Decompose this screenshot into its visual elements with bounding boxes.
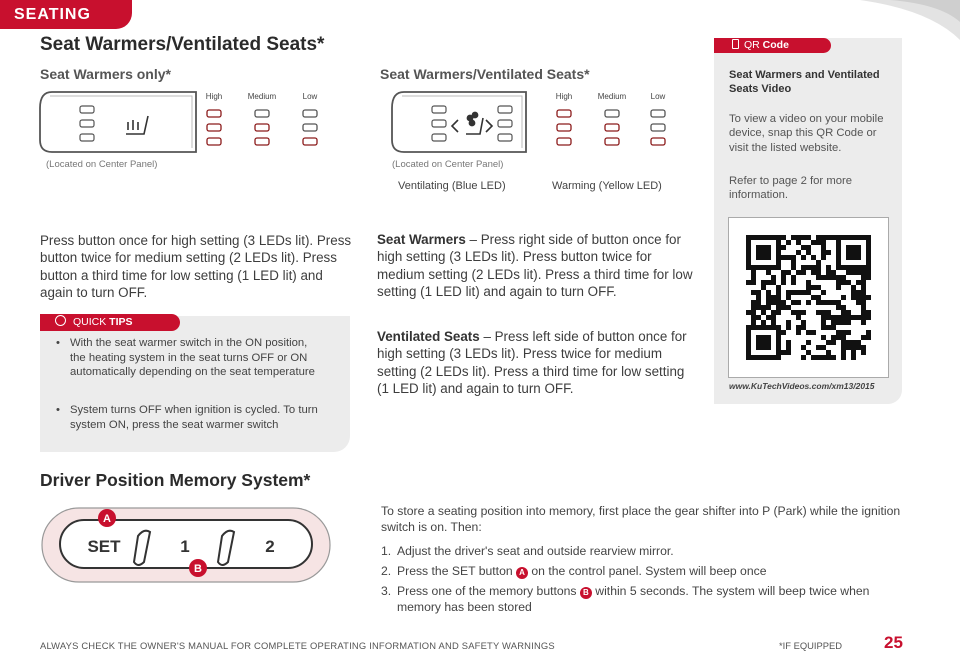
ventilating-caption: Ventilating (Blue LED) [398,180,506,192]
qr-code-icon [729,218,888,377]
ventilated-seats-paragraph [377,328,693,398]
step-number: 1. [381,544,392,558]
warming-caption: Warming (Yellow LED) [552,180,662,192]
tip-text: With the seat warmer switch in the ON position, the heating system in the seat turns OFF or ON automatically depending on the seat temperature [70,337,315,379]
warmers-only-description: Press button once for high setting (3 LEDs lit). Press button twice for medium setting (2 LEDs lit). Press button a third time for low setting (1 LED lit) and again to turn OFF. [40,233,352,301]
warmers-only-location: (Located on Center Panel) [46,159,158,170]
level-high-label: High [555,92,573,101]
warmers-ventilated-heading: Seat Warmers/Ventilated Seats* [380,66,590,82]
quick-tips-badge [40,314,180,331]
ventilated-seats-text: – Press left side of button once for high setting (3 LEDs lit). Press twice for medium setting (2 LEDs lit). Press a third time for low setting (1 LED lit) and again to turn OFF. [377,329,687,397]
memory-control-panel-illustration [40,506,332,584]
marker-b-inline: B [580,587,592,599]
memory-2-label: 2 [265,537,275,556]
step-text-before: Press one of the memory buttons [397,584,580,598]
footer-warning: ALWAYS CHECK THE OWNER'S MANUAL FOR COMPLETE OPERATING INFORMATION AND SAFETY WARNINGS [40,640,555,651]
memory-1-label: 1 [180,537,190,556]
step-number: 2. [381,564,392,578]
qr-url-link[interactable]: www.KuTechVideos.com/xm13/2015 [729,381,875,391]
phone-icon [732,39,739,49]
ventilated-seats-label: Ventilated Seats [377,329,480,344]
qr-code-badge [714,38,831,53]
qr-refer-text: Refer to page 2 for more information. [729,175,853,202]
qr-badge-prefix: QR [744,39,763,51]
page-title: Seat Warmers/Ventilated Seats* [40,34,325,55]
qr-heading: Seat Warmers and Ventilated Seats Video [729,69,880,95]
marker-a-inline: A [516,567,528,579]
page-number: 25 [884,633,903,652]
step-number: 3. [381,584,392,598]
seat-warmers-label: Seat Warmers [377,232,466,247]
qr-badge-bold: Code [762,39,789,51]
section-tab: SEATING [0,0,132,29]
level-medium-label: Medium [597,92,627,101]
seat-warmers-paragraph [377,231,693,301]
corner-decoration [860,0,960,40]
bullet: • [56,404,60,416]
if-equipped-note: *IF EQUIPPED [779,640,843,651]
level-low-label: Low [302,92,318,101]
tips-icon [55,315,66,326]
tip-item [58,336,326,380]
led-levels-diagram-2 [550,90,680,152]
memory-step [381,583,911,615]
led-levels-diagram-1 [200,90,330,152]
quick-tips-prefix: QUICK [73,316,110,328]
level-low-label: Low [650,92,666,101]
step-text-after: within 5 seconds. The system will beep twice when memory has been stored [397,584,870,614]
level-medium-label: Medium [247,92,277,101]
qr-code-image[interactable] [728,217,889,378]
set-label: SET [87,537,121,556]
tip-text: System turns OFF when ignition is cycled. To turn system ON, press the seat warmer switch [70,404,318,431]
memory-step [381,543,911,559]
ventilated-location: (Located on Center Panel) [392,159,504,170]
warmers-only-heading: Seat Warmers only* [40,66,171,82]
tip-item [58,403,326,432]
marker-a: A [103,513,111,525]
memory-intro: To store a seating position into memory, first place the gear shifter into P (Park) while the ignition switch is on. Then: [381,504,901,534]
memory-section-title: Driver Position Memory System* [40,470,311,490]
bullet: • [56,337,60,349]
quick-tips-bold: TIPS [109,316,133,328]
seat-warmer-switch-illustration [38,88,200,156]
qr-instructions: To view a video on your mobile device, snap this QR Code or visit the listed website. [729,113,884,154]
level-high-label: High [205,92,223,101]
ventilated-seat-switch-illustration [390,88,530,156]
step-text-after: on the control panel. System will beep once [528,564,767,578]
step-text: Adjust the driver's seat and outside rearview mirror. [397,544,674,558]
marker-b: B [194,563,202,575]
step-text-before: Press the SET button [397,564,517,578]
seat-warmers-text: – Press right side of button once for high setting (3 LEDs lit). Press button twice for medium setting (2 LEDs lit). Press a third time for low setting (1 LED lit) and again to turn OFF. [377,232,693,300]
memory-step [381,563,911,579]
